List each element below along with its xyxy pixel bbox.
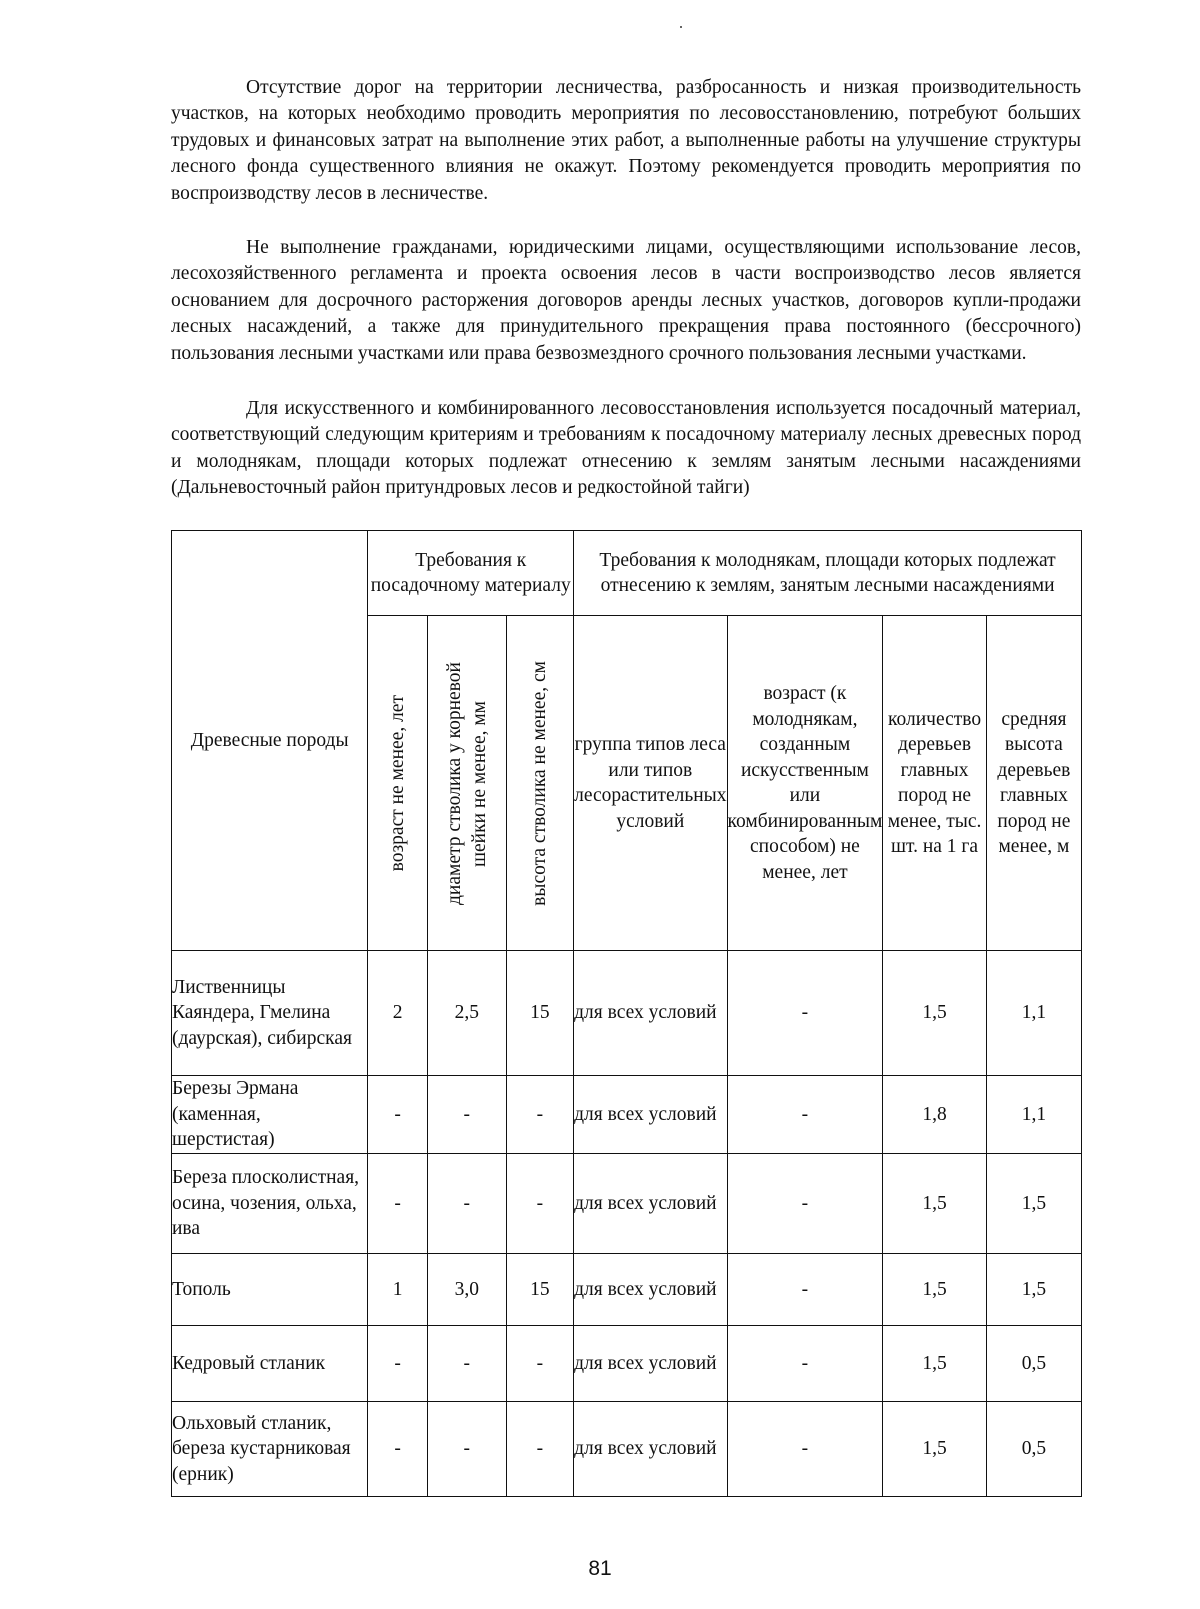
tree-count-cell: 1,5 [883,1154,986,1254]
forest-type-cell: для всех условий [574,1076,727,1154]
age-column-header [368,616,427,951]
height-cell: - [506,1402,573,1497]
forest-type-column-header: группа типов леса или типов лесорастительных условий [574,616,727,951]
diameter-cell: - [427,1154,506,1254]
forest-type-cell: для всех условий [574,1402,727,1497]
species-cell: Ольховый стланик, береза кустарниковая (ерник) [172,1402,368,1497]
page-number: 81 [588,1557,612,1580]
diameter-cell: - [427,1326,506,1402]
tree-count-cell: 1,5 [883,1254,986,1326]
species-cell: Березы Эрмана (каменная, шерстистая) [172,1076,368,1154]
forest-type-cell: для всех условий [574,1326,727,1402]
species-cell: Кедровый стланик [172,1326,368,1402]
diameter-cell: 3,0 [427,1254,506,1326]
diameter-cell: 2,5 [427,951,506,1076]
young-age-cell: - [727,1254,883,1326]
table-row [172,1154,1082,1254]
scan-speck [680,26,682,28]
forest-type-cell: для всех условий [574,951,727,1076]
average-height-column-header: средняя высота деревьев главных пород не менее, м [986,616,1081,951]
diameter-column-label: диаметр стволика у корневой шейки не менее, мм [443,661,490,905]
age-cell: - [368,1076,427,1154]
young-age-cell: - [727,951,883,1076]
paragraph-3: Для искусственного и комбинированного лесовосстановления используется посадочный материал, соответствующий следующим критериям и требованиям к посадочному материалу лесных древесных пород и молоднякам, площади которых подлежат отнесению к землям занятым лесными насаждениями (Дальневосточный район притундровых лесов и редкостойной тайги) [171,398,1081,499]
young-age-cell: - [727,1076,883,1154]
tree-count-cell: 1,5 [883,1402,986,1497]
average-height-cell: 0,5 [986,1402,1081,1497]
table-row [172,951,1082,1076]
diameter-column-header [427,616,506,951]
age-cell: 1 [368,1254,427,1326]
requirements-table [171,530,1082,1497]
tree-count-column-header: количество деревьев главных пород не менее, тыс. шт. на 1 га [883,616,986,951]
diameter-cell: - [427,1402,506,1497]
forest-type-cell: для всех условий [574,1154,727,1254]
average-height-cell: 1,5 [986,1254,1081,1326]
height-column-label: высота стволика не менее, см [529,660,551,906]
young-age-cell: - [727,1402,883,1497]
height-cell: - [506,1154,573,1254]
average-height-cell: 1,1 [986,951,1081,1076]
age-column-label: возраст не менее, лет [387,694,409,872]
diameter-cell: - [427,1076,506,1154]
young-age-column-header: возраст (к молоднякам, созданным искусственным или комбинированным способом) не менее, лет [727,616,883,951]
age-cell: - [368,1326,427,1402]
young-stands-group-header: Требования к молоднякам, площади которых подлежат отнесению к землям, занятым лесными насаждениями [574,531,1082,616]
table-row [172,1076,1082,1154]
age-cell: 2 [368,951,427,1076]
tree-count-cell: 1,8 [883,1076,986,1154]
tree-count-cell: 1,5 [883,951,986,1076]
average-height-cell: 1,1 [986,1076,1081,1154]
age-cell: - [368,1154,427,1254]
table-row [172,1402,1082,1497]
height-cell: 15 [506,1254,573,1326]
young-age-cell: - [727,1326,883,1402]
height-column-header [506,616,573,951]
paragraph-2: Не выполнение гражданами, юридическими лицами, осуществляющими использование лесов, лесохозяйственного регламента и проекта освоения лесов в части воспроизводство лесов является основанием для досрочного расторжения договоров аренды лесных участков, договоров купли-продажи лесных насаждений, а также для принудительного прекращения права постоянного (бессрочного) пользования лесными участками или права безвозмездного срочного пользования лесными участками. [171,237,1081,364]
table-row [172,1254,1082,1326]
height-cell: - [506,1326,573,1402]
planting-material-group-header: Требования к посадочному материалу [368,531,574,616]
table-row [172,1326,1082,1402]
height-cell: - [506,1076,573,1154]
young-age-cell: - [727,1154,883,1254]
average-height-cell: 0,5 [986,1326,1081,1402]
species-cell: Лиственницы Каяндера, Гмелина (даурская), сибирская [172,951,368,1076]
forest-type-cell: для всех условий [574,1254,727,1326]
species-header: Древесные породы [172,531,368,951]
paragraph-1: Отсутствие дорог на территории лесничества, разбросанность и низкая производительность участков, на которых необходимо проводить мероприятия по лесовосстановлению, потребуют больших трудовых и финансовых затрат на выполнение этих работ, а выполненные работы на улучшение структуры лесного фонда существенного влияния не окажут. Поэтому рекомендуется проводить мероприятия по воспроизводству лесов в лесничестве. [171,77,1081,204]
species-cell: Береза плосколистная, осина, чозения, ольха, ива [172,1154,368,1254]
tree-count-cell: 1,5 [883,1326,986,1402]
age-cell: - [368,1402,427,1497]
species-cell: Тополь [172,1254,368,1326]
average-height-cell: 1,5 [986,1154,1081,1254]
height-cell: 15 [506,951,573,1076]
